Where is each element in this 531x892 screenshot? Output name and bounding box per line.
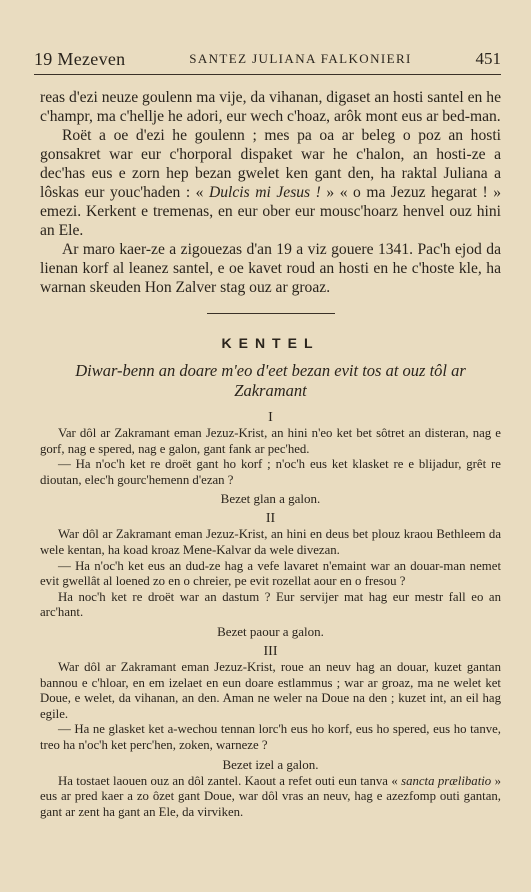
section-motto: Bezet paour a galon.: [217, 623, 324, 639]
section-paragraph: — Ha n'oc'h ket re droët gant ho korf ; n'oc'h eus ket klasket re e blijadur, grêt re dioutan, elec'h gourc'hemenn d'ezan ?: [40, 457, 501, 487]
paragraph-communion: [40, 126, 501, 240]
text-run: » eus ar pred kaer a zo ôzet gant Doue, war dôl vras an neuv, hag e azezfomp outi gantan, gant ar zent ha gant an Ele, da virviken.: [40, 773, 501, 819]
section-motto: Bezet izel a galon.: [222, 756, 319, 772]
section-paragraph: War dôl ar Zakramant eman Jezuz-Krist, roue an neuv hag an douar, kuzet gantan bannou e c'hloar, en em izelaet en eun doare estlammus ; war ar groaz, ma ne welet ket Doue, e welet, da vihanan, an den. Aman ne weler na Doue na den ; kuzet int, an eil hag egile.: [40, 659, 501, 721]
page-body: [40, 88, 501, 820]
section-divider: [207, 313, 335, 314]
section-paragraph: War dôl ar Zakramant eman Jezuz-Krist, an hini en deus bet plouz kraou Bethleem da wele kentan, ha koad kroaz Mene-Kalvar da wele divezan.: [40, 527, 501, 557]
section-paragraph: — Ha n'oc'h ket eus an dud-ze hag a vefe lavaret n'emaint war an douar-man nemet evit gwellât al loened zo en o chreier, pe evit rozellat aour en o fresou ?: [40, 558, 501, 589]
page-number: 451: [475, 49, 501, 68]
text-run: » « o ma Jezuz hegarat ! » emezi. Kerkent e tremenas, en eur ober eur mousc'hoarz henvel ouz hini an Ele.: [40, 184, 501, 239]
section-paragraph: — Ha ne glasket ket a-wechou tennan lorc'h eus ho korf, eus ho spered, eus ho tanve, treo ha n'oc'h ket perc'hen, zoken, warneze ?: [40, 722, 501, 752]
running-title: SANTEZ JULIANA FALKONIERI: [189, 51, 412, 66]
section-numeral: III: [263, 643, 278, 659]
section-numeral: I: [268, 410, 273, 425]
text-run: Roët a oe d'ezi he goulenn ; mes pa oa ar beleg o poz an hosti gonsakret war eur c'horporal dispaket war he c'halon, an hosti-ze a dec'has eus e zorn hep bezan gwelet ken gant den, ha raktal Juliana a lôskas eur youc'haden : «: [40, 127, 501, 201]
closing-paragraph: [40, 774, 501, 821]
lesson-body: [40, 409, 501, 820]
latin-quote: sancta prælibatio: [401, 773, 492, 788]
section-paragraph: Var dôl ar Zakramant eman Jezuz-Krist, an hini n'eo ket bet sôtret an disteran, nag e gorf, nag e spered, nag e galon, gant fank ar pec'hed.: [40, 426, 501, 456]
paragraph-continuation: reas d'ezi neuze goulenn ma vije, da vihanan, digaset an hosti santel en he c'hampr, ma c'hellje he adori, eur wech c'hoaz, arôk mont eus ar bed-man.: [40, 89, 501, 125]
section-motto: Bezet glan a galon.: [220, 491, 321, 507]
lesson-heading: KENTEL: [221, 335, 320, 351]
latin-quote: Dulcis mi Jesus !: [209, 184, 321, 201]
section-paragraph: Ha noc'h ket re droët war an dastum ? Eur servijer mat hag eur mestr fall eo an arc'hant.: [40, 589, 501, 620]
section-numeral: II: [265, 511, 276, 527]
page-date-label: 19 Mezeven: [34, 48, 126, 69]
paragraph-death: Ar maro kaer-ze a zigouezas d'an 19 a viz gouere 1341. Pac'h ejod da lienan korf al leanez santel, e oe kavet roud an hosti en he c'hoste kle, ha warnan skeuden Hon Zalver stag ouz ar groaz.: [40, 241, 501, 296]
lesson-subtitle: Diwar-benn an doare m'eo d'eet bezan evit tos at ouz tôl ar Zakramant: [75, 361, 466, 400]
running-header: [34, 44, 501, 75]
text-run: Ha tostaet laouen ouz an dôl zantel. Kaout a refet outi eun tanva «: [58, 773, 402, 788]
